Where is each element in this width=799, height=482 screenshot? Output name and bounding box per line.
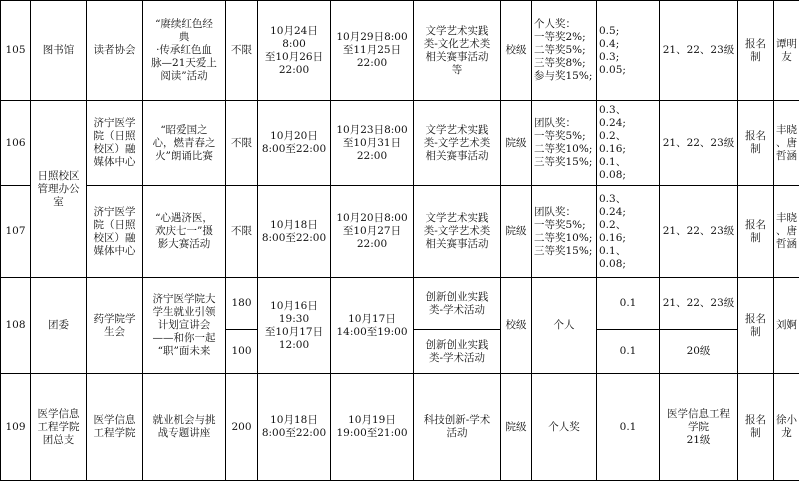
table-row	[1, 101, 799, 186]
target-grades: 21、22、23级	[660, 101, 738, 186]
registration-time: 10月16日 19:30 至10月17日 12:00	[258, 278, 331, 374]
award-settings: 个人奖： 一等奖2%; 二等奖5%; 三等奖8%; 参与奖15%;	[532, 1, 597, 101]
row-number: 109	[1, 374, 31, 481]
activity-time: 10月17日 14:00至19:00	[331, 278, 414, 374]
host-unit: 药学院学 生会	[87, 278, 143, 374]
activity-type: 文学艺术实践 类-文学艺术类 相关赛事活动	[414, 186, 501, 278]
host-unit: 济宁医学 院（日照 校区）融 媒体中心	[87, 101, 143, 186]
activity-time: 10月20日8:00 至10月27日 22:00	[331, 186, 414, 278]
activity-name: 济宁医学院大 学生就业引领 计划宣讲会 ——和你一起 “职”面未来	[143, 278, 226, 374]
table-row	[1, 374, 799, 481]
credit-values: 0.1	[597, 330, 660, 374]
activity-level: 校级	[501, 278, 532, 374]
credit-values: 0.3、 0.24; 0.2、 0.16; 0.1、 0.08;	[597, 186, 660, 278]
activity-type: 科技创新-学术 活动	[414, 374, 501, 481]
contact-person: 丰晓 、唐 哲涵	[774, 101, 799, 186]
participant-limit: 200	[226, 374, 258, 481]
participant-limit: 100	[226, 330, 258, 374]
award-settings: 个人奖	[532, 374, 597, 481]
organizer-unit: 日照校区 管理办公 室	[31, 101, 87, 278]
activity-name: 就业机会与挑 战专题讲座	[143, 374, 226, 481]
activity-type: 文学艺术实践 类-文学艺术类 相关赛事活动	[414, 101, 501, 186]
award-settings: 团队奖： 一等奖5%; 二等奖10%; 三等奖15%;	[532, 101, 597, 186]
host-unit: 济宁医学 院（日照 校区）融 媒体中心	[87, 186, 143, 278]
target-grades: 21、22、23级	[660, 186, 738, 278]
activity-type: 创新创业实践 类-学术活动	[414, 278, 501, 330]
activity-level: 院级	[501, 374, 532, 481]
host-unit: 医学信息 工程学院	[87, 374, 143, 481]
contact-person: 谭明 友	[774, 1, 799, 101]
target-grades: 21、22、23级	[660, 278, 738, 330]
activity-type: 创新创业实践 类-学术活动	[414, 330, 501, 374]
registration-time: 10月18日 8:00至22:00	[258, 374, 331, 481]
activity-type: 文学艺术实践 类-文化艺术类 相关赛事活动 等	[414, 1, 501, 101]
table-row	[1, 278, 799, 330]
row-number: 108	[1, 278, 31, 374]
contact-person: 刘婀	[774, 278, 799, 374]
participation-method: 报名 制	[738, 374, 774, 481]
award-settings: 个人	[532, 278, 597, 374]
credit-values: 0.1	[597, 278, 660, 330]
activity-name: “赓续红色经 典 ·传承红色血 脉—21天爱上 阅读”活动	[143, 1, 226, 101]
activity-time: 10月23日8:00 至10月31日 22:00	[331, 101, 414, 186]
organizer-unit: 医学信息 工程学院 团总支	[31, 374, 87, 481]
row-number: 106	[1, 101, 31, 186]
credit-values: 0.1	[597, 374, 660, 481]
registration-time: 10月20日 8:00至22:00	[258, 101, 331, 186]
activity-level: 院级	[501, 186, 532, 278]
activity-level: 校级	[501, 1, 532, 101]
activity-level: 院级	[501, 101, 532, 186]
target-grades: 医学信息工程 学院 21级	[660, 374, 738, 481]
activity-name: “心遇济医， 欢庆七一”摄 影大赛活动	[143, 186, 226, 278]
target-grades: 20级	[660, 330, 738, 374]
participant-limit: 180	[226, 278, 258, 330]
table-row	[1, 1, 799, 101]
row-number: 107	[1, 186, 31, 278]
organizer-unit: 团委	[31, 278, 87, 374]
registration-time: 10月18日 8:00至22:00	[258, 186, 331, 278]
target-grades: 21、22、23级	[660, 1, 738, 101]
participation-method: 报名 制	[738, 1, 774, 101]
activity-time: 10月19日 19:00至21:00	[331, 374, 414, 481]
participation-method: 报名 制	[738, 278, 774, 374]
contact-person: 徐小 龙	[774, 374, 799, 481]
organizer-unit: 图书馆	[31, 1, 87, 101]
activity-name: “昭爱国之 心，燃青春之 火”朗诵比赛	[143, 101, 226, 186]
participant-limit: 不限	[226, 186, 258, 278]
participant-limit: 不限	[226, 1, 258, 101]
host-unit: 读者协会	[87, 1, 143, 101]
contact-person: 丰晓 、唐 哲涵	[774, 186, 799, 278]
row-number: 105	[1, 1, 31, 101]
award-settings: 团队奖： 一等奖5%; 二等奖10%; 三等奖15%;	[532, 186, 597, 278]
activity-time: 10月29日8:00 至11月25日 22:00	[331, 1, 414, 101]
participant-limit: 不限	[226, 101, 258, 186]
participation-method: 报名 制	[738, 186, 774, 278]
registration-time: 10月24日8:00 至10月26日 22:00	[258, 1, 331, 101]
participation-method: 报名 制	[738, 101, 774, 186]
table-row	[1, 186, 799, 278]
credit-values: 0.3、 0.24; 0.2、 0.16; 0.1、 0.08;	[597, 101, 660, 186]
credit-values: 0.5; 0.4; 0.3; 0.05;	[597, 1, 660, 101]
